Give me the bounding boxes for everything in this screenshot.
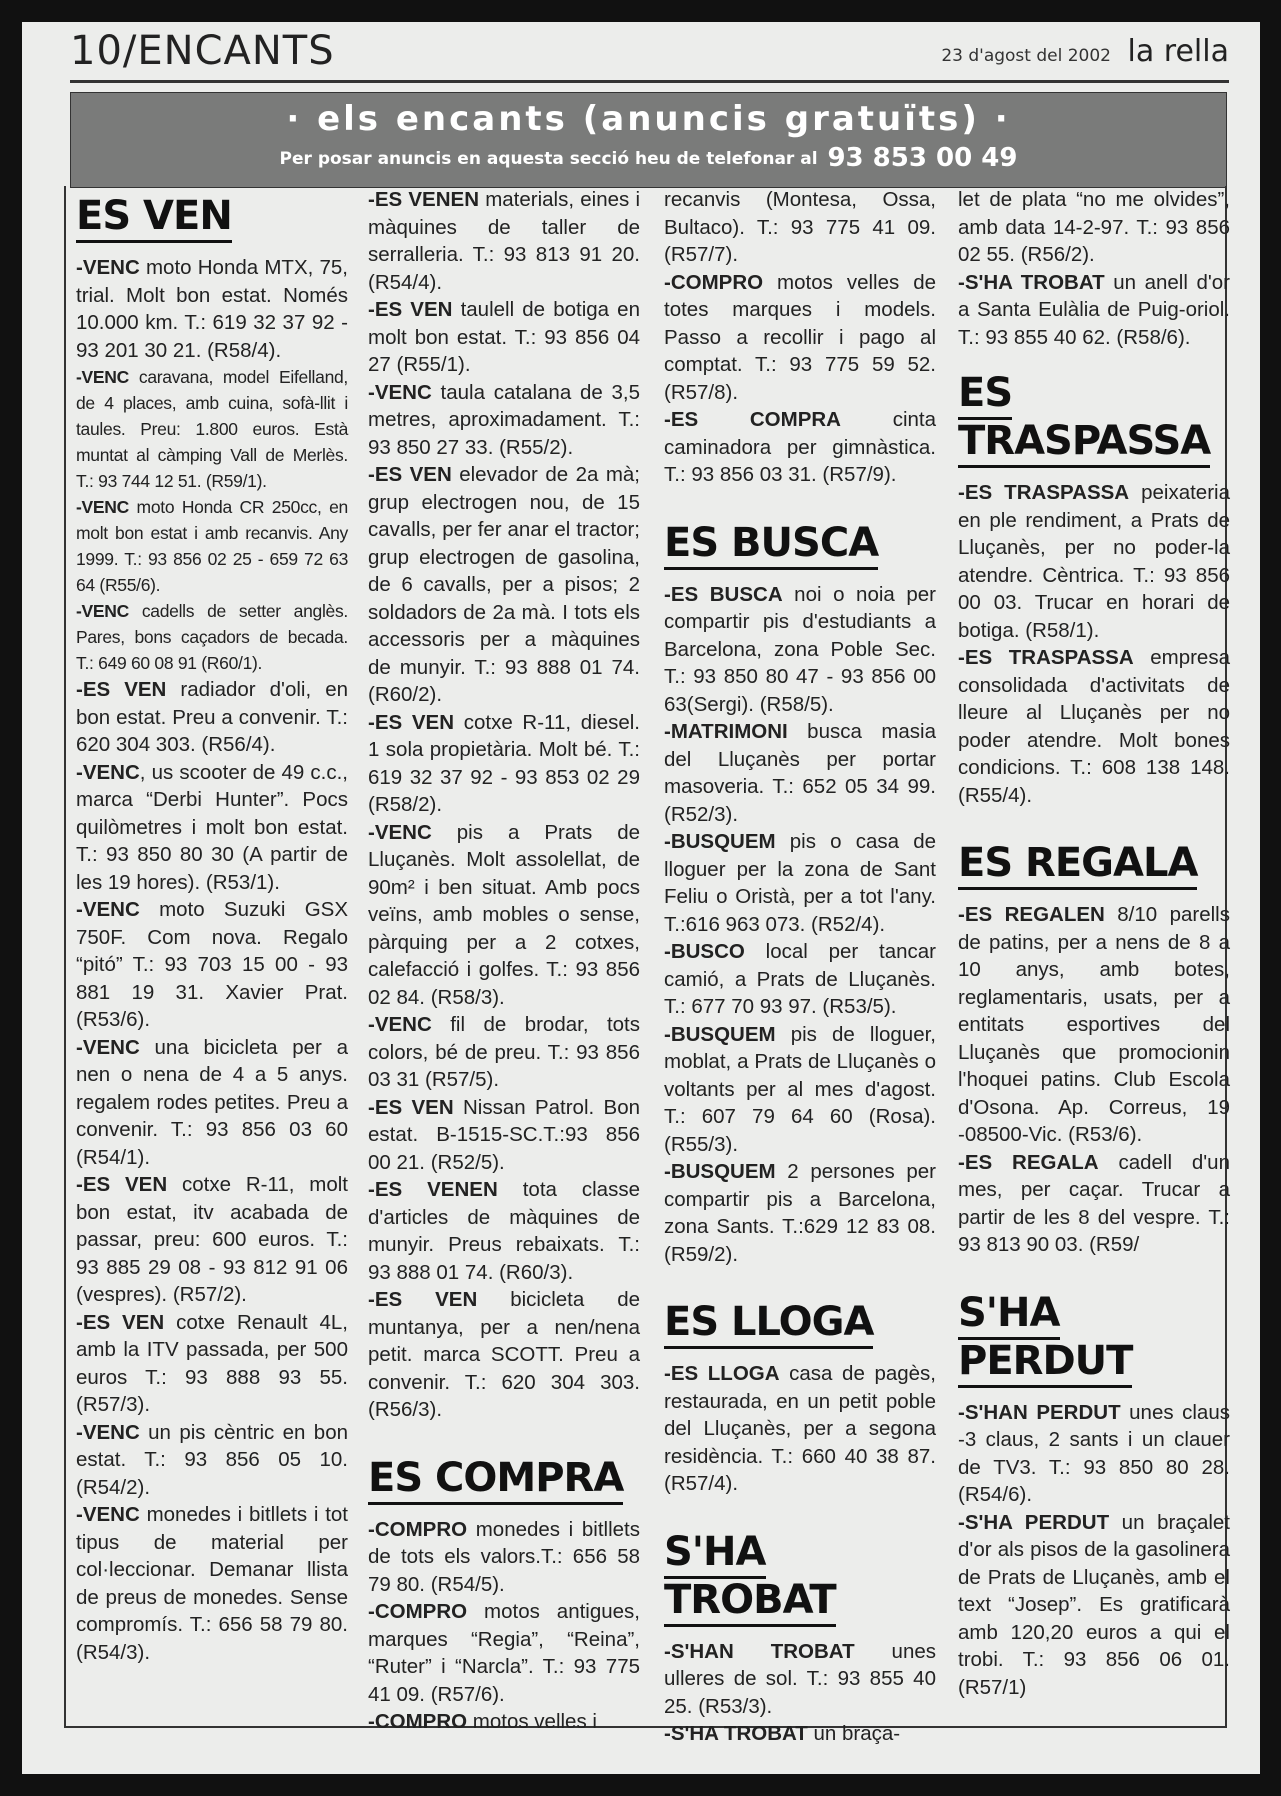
classified-ad	[76, 598, 348, 676]
classified-ad	[368, 1708, 640, 1736]
banner-phone: 93 853 00 49	[827, 143, 1018, 173]
classified-ad	[368, 1516, 640, 1599]
classified-ad	[368, 1176, 640, 1286]
ad-text: moto Honda MTX, 75, trial. Molt bon estat. Només 10.000 km. T.: 619 32 37 92 - 93 201 30 21. (R58/4).	[76, 256, 348, 362]
ad-text: motos velles de totes marques i models. Passo a recollir i pago al comptat. T.: 93 775 59 52. (R57/8).	[664, 270, 936, 404]
classified-ad	[368, 1286, 640, 1424]
classified-ad	[958, 644, 1230, 809]
ad-text: cotxe R-11, diesel. 1 sola propietària. Molt bé. T.: 619 32 37 92 - 93 853 02 29 (R58/2).	[368, 710, 640, 816]
ad-text: peixateria en ple rendiment, a Prats de Lluçanès, per no poder-la atendre. Cèntrica. T.: 93 856 00 03. Trucar en horari de botiga. (R58/1).	[958, 481, 1230, 642]
section-heading-es-ven: ES VEN	[76, 192, 348, 240]
ad-text: taula catalana de 3,5 metres, aproximadament. T.: 93 850 27 33. (R55/2).	[368, 380, 640, 459]
ad-keyword: -ES TRASPASSA	[958, 646, 1134, 669]
page-header	[70, 28, 1229, 83]
ad-text: caravana, model Eifelland, de 4 places, amb cuina, sofà-llit i taules. Preu: 1.800 euros. Està muntat al càmping Vall de Merlès. T.: 93 744 12 51. (R59/1).	[76, 367, 348, 491]
classified-ad	[958, 269, 1230, 352]
classified-ad	[664, 828, 936, 938]
ad-text: pis de lloguer, moblat, a Prats de Lluçanès o voltants per al mes d'agost. T.: 607 79 64 60 (Rosa). (R55/3).	[664, 1022, 936, 1156]
list-es-busca	[664, 581, 936, 1269]
ad-text: un braçalet d'or als pisos de la gasolinera de Prats de Lluçanès, amb el text “Josep”. Es gratificarà amb 120,20 euros a qui el trobi. T.: 93 856 06 01. (R57/1)	[958, 1510, 1230, 1699]
list-es-compra	[368, 1516, 640, 1736]
list-es-lloga	[664, 1360, 936, 1498]
column-3	[664, 186, 936, 1748]
list-sha-trobat-cont	[958, 186, 1230, 351]
ad-text: unes ulleres de sol. T.: 93 855 40 25. (R53/3).	[664, 1639, 936, 1718]
ad-keyword: -ES VEN	[368, 463, 452, 486]
classified-ad	[958, 1509, 1230, 1702]
classified-ad	[76, 254, 348, 364]
classified-ad	[76, 759, 348, 897]
classified-ad	[76, 896, 348, 1034]
ad-text: materials, eines i màquines de taller de serralleria. T.: 93 813 91 20. (R54/4).	[368, 188, 640, 294]
list-es-traspassa	[958, 479, 1230, 809]
classified-ad	[368, 186, 640, 296]
ad-text: Nissan Patrol. Bon estat. B-1515-SC.T.:93 856 00 21. (R52/5).	[368, 1095, 640, 1174]
classified-ad	[76, 1309, 348, 1419]
classified-ad	[664, 1021, 936, 1159]
classified-ad	[368, 296, 640, 379]
ad-text: 8/10 parells de patins, per a nens de 8 a 10 anys, amb botes, reglamentaris, usats, per a entitats esportives del Lluçanès que promocionin l'hoquei patins. Club Escola d'Osona. Ap. Correus, 19 -08500-Vic. (R53/6).	[958, 903, 1230, 1146]
column-4	[958, 186, 1230, 1701]
ad-keyword: -ES VEN	[368, 1095, 454, 1119]
column-1	[76, 192, 348, 1666]
ad-keyword: -S'HAN PERDUT	[958, 1400, 1121, 1424]
ad-text: un anell d'or a Santa Eulàlia de Puig-oriol. T.: 93 855 40 62. (R58/6).	[958, 270, 1230, 349]
ad-keyword: -COMPRO	[368, 1710, 468, 1733]
ad-text: un pis cèntric en bon estat. T.: 93 856 05 10. (R54/2).	[76, 1420, 348, 1499]
ad-text: cotxe Renault 4L, amb la ITV passada, per 500 euros T.: 93 888 93 55. (R57/3).	[76, 1310, 348, 1416]
ad-text: cadell d'un mes, per caçar. Trucar a partir de les 8 del vespre. T.: 93 813 90 03. (R59/	[958, 1150, 1230, 1256]
classified-ad	[664, 1360, 936, 1498]
ad-keyword: -VENC	[76, 1420, 140, 1444]
ad-text: let de plata “no me olvides”, amb data 14-2-97. T.: 93 856 02 55. (R56/2).	[958, 188, 1230, 266]
ad-keyword: -ES LLOGA	[664, 1362, 780, 1385]
ad-text: pis o casa de lloguer per la zona de Sant Feliu o Oristà, per a tot l'any. T.:616 963 073. (R52/4).	[664, 830, 936, 936]
ad-keyword: -S'HA TROBAT	[958, 270, 1105, 294]
list-es-ven-cont	[368, 186, 640, 1424]
ad-keyword: -VENC	[76, 1503, 140, 1526]
ad-keyword: -MATRIMONI	[664, 720, 788, 743]
ad-keyword: -COMPRO	[368, 1600, 468, 1623]
section-heading-sha-trobat: S'HA TROBAT	[664, 1528, 936, 1624]
classified-ad	[958, 479, 1230, 644]
ad-text: local per tancar camió, a Prats de Lluçanès. T.: 677 70 93 97. (R53/5).	[664, 940, 936, 1018]
ad-text: un braça-	[807, 1722, 901, 1745]
classified-ad	[76, 1501, 348, 1666]
ad-text: noi o noia per compartir pis d'estudiants a Barcelona, zona Poble Sec. T.: 93 850 80 47 - 93 856 00 63(Sergi). (R58/5).	[664, 582, 936, 716]
classified-ad	[76, 1034, 348, 1172]
ad-text: una bicicleta per a nen o nena de 4 a 5 anys. regalem rodes petites. Preu a convenir. T.: 93 856 03 60 (R54/1).	[76, 1035, 348, 1169]
classified-ad	[76, 1419, 348, 1502]
classified-ad	[368, 1598, 640, 1708]
ad-text: monedes i bitllets i tot tipus de material per col·leccionar. Demanar llista de preus de monedes. Sense compromís. T.: 656 58 79 80. (R54/3).	[76, 1503, 348, 1664]
ad-keyword: -ES VENEN	[368, 1178, 498, 1201]
ad-text: fil de brodar, tots colors, bé de preu. T.: 93 856 03 31 (R57/5).	[368, 1013, 640, 1091]
ad-keyword: -BUSQUEM	[664, 1022, 776, 1046]
classified-ad	[76, 1171, 348, 1309]
ad-keyword: -ES REGALA	[958, 1150, 1099, 1174]
classified-ad	[368, 461, 640, 709]
ad-keyword: -VENC	[76, 497, 129, 517]
classified-ad	[368, 1011, 640, 1094]
ad-keyword: -VENC	[368, 820, 432, 844]
ad-text: unes claus -3 claus, 2 sants i un clauer de TV3. T.: 93 850 80 28. (R54/6).	[958, 1400, 1230, 1506]
ad-keyword: -VENC	[76, 898, 140, 921]
ad-text: taulell de botiga en molt bon estat. T.: 93 856 04 27 (R55/1).	[368, 298, 640, 376]
ad-text: elevador de 2a mà; grup electrogen nou, de 15 cavalls, per fer anar el tractor; grup electrogen de gasolina, de 6 cavalls, per a pisos; 2 soldadors de 2a mà. I tots els accessoris per a màquines de munyir. T.: 93 888 01 74. (R60/2).	[368, 463, 640, 706]
classified-ad	[664, 1720, 936, 1748]
ad-keyword: -ES VEN	[368, 1288, 478, 1311]
ad-keyword: -BUSCO	[664, 940, 745, 963]
ad-keyword: -S'HAN TROBAT	[664, 1639, 855, 1663]
ad-keyword: -ES COMPRA	[664, 408, 841, 431]
ad-text: casa de pagès, restaurada, en un petit poble del Lluçanès, per a segona residència. T.: 660 40 38 87. (R57/4).	[664, 1362, 937, 1495]
classified-ad	[368, 709, 640, 819]
ad-keyword: -ES VEN	[76, 1173, 168, 1196]
classified-ad	[368, 379, 640, 462]
classified-ad	[958, 1399, 1230, 1509]
classified-ad	[664, 718, 936, 828]
publication-name: la rella	[1127, 34, 1229, 69]
ad-keyword: -ES VEN	[76, 1310, 165, 1334]
classified-ad	[368, 819, 640, 1012]
classified-ad	[664, 1158, 936, 1268]
ad-keyword: -VENC	[76, 760, 140, 784]
classified-ad	[664, 938, 936, 1021]
ad-keyword: -ES TRASPASSA	[958, 481, 1130, 504]
classified-ad	[958, 901, 1230, 1149]
ad-text: cadells de setter anglès. Pares, bons caçadors de becada. T.: 649 60 08 91 (R60/1).	[76, 601, 348, 673]
ad-keyword: -ES REGALEN	[958, 903, 1105, 926]
ad-keyword: -ES BUSCA	[664, 582, 783, 606]
ad-text: tota classe d'articles de màquines de munyir. Preus rebaixats. T.: 93 888 01 74. (R60/3).	[368, 1178, 640, 1284]
ad-text: cotxe R-11, molt bon estat, itv acabada de passar, preu: 600 euros. T.: 93 885 29 08 - 93 812 91 06 (vespres). (R57/2).	[76, 1173, 349, 1306]
section-heading-es-compra: ES COMPRA	[368, 1454, 640, 1502]
ad-keyword: -S'HA TROBAT	[664, 1722, 808, 1745]
ad-keyword: -COMPRO	[664, 270, 764, 294]
classifieds-grid	[64, 186, 1230, 1745]
ad-text: cinta caminadora per gimnàstica. T.: 93 856 03 31. (R57/9).	[664, 408, 937, 486]
ad-keyword: -COMPRO	[368, 1517, 468, 1541]
ad-keyword: -ES VEN	[368, 298, 453, 321]
classified-ad	[368, 1094, 640, 1177]
ad-keyword: -VENC	[368, 1013, 432, 1036]
ad-keyword: -S'HA PERDUT	[958, 1510, 1110, 1534]
ad-text: motos antigues, marques “Regia”, “Reina”, “Ruter” i “Narcla”. T.: 93 775 41 09. (R57/6).	[368, 1600, 640, 1706]
classified-ad	[664, 1638, 936, 1721]
classified-ad	[958, 1149, 1230, 1259]
classified-ad	[664, 406, 936, 489]
section-heading-es-regala: ES REGALA	[958, 839, 1230, 887]
section-banner	[70, 92, 1227, 188]
ad-keyword: -ES VEN	[368, 710, 455, 734]
ad-text: empresa consolidada d'activitats de lleure al Lluçanès per no poder atendre. Molt bones condicions. T.: 608 138 148. (R55/4).	[958, 646, 1230, 807]
section-heading-es-lloga: ES LLOGA	[664, 1298, 936, 1346]
section-heading-es-traspassa: ES TRASPASSA	[958, 369, 1230, 465]
ad-keyword: -BUSQUEM	[664, 830, 776, 853]
list-sha-perdut	[958, 1399, 1230, 1702]
list-es-regala	[958, 901, 1230, 1259]
ad-text: pis a Prats de Lluçanès. Molt assolellat, de 90m² i ben situat. Amb pocs veïns, amb mobles o sense, pàrquing per a 2 cotxes, calefacció i golfes. T.: 93 856 02 84. (R58/3).	[368, 820, 640, 1009]
ad-text: radiador d'oli, en bon estat. Preu a convenir. T.: 620 304 303. (R56/4).	[76, 678, 348, 756]
list-es-compra-cont	[664, 186, 936, 489]
ad-keyword: -VENC	[76, 1035, 140, 1059]
section-heading-sha-perdut: S'HA PERDUT	[958, 1289, 1230, 1385]
ad-keyword: -VENC	[76, 601, 129, 621]
classified-ad	[664, 186, 936, 269]
ad-keyword: -VENC	[368, 380, 432, 404]
ad-text: motos velles i	[467, 1710, 597, 1733]
ad-text: monedes i bitllets de tots els valors.T.: 656 58 79 80. (R54/5).	[368, 1517, 640, 1596]
ad-keyword: -BUSQUEM	[664, 1160, 776, 1183]
column-2	[368, 186, 640, 1736]
banner-title: · els encants (anuncis gratuïts) ·	[286, 99, 1011, 139]
ad-text: recanvis (Montesa, Ossa, Bultaco). T.: 93 775 41 09.(R57/7).	[664, 188, 936, 266]
classified-ad	[76, 676, 348, 759]
classified-ad	[958, 186, 1230, 269]
ad-keyword: -ES VEN	[76, 678, 167, 701]
ad-text: moto Suzuki GSX 750F. Com nova. Regalo “pitó” T.: 93 703 15 00 - 93 881 19 31. Xavier Prat. (R53/6).	[76, 898, 348, 1031]
list-sha-trobat	[664, 1638, 936, 1748]
classified-ad	[76, 494, 348, 598]
ad-keyword: -ES VENEN	[368, 188, 479, 211]
ad-text: moto Honda CR 250cc, en molt bon estat i amb recanvis. Any 1999. T.: 93 856 02 25 - 659 72 63 64 (R55/6).	[76, 497, 348, 595]
list-es-ven	[76, 254, 348, 1666]
issue-date: 23 d'agost del 2002	[941, 46, 1111, 66]
ad-text: 2 persones per compartir pis a Barcelona, zona Sants. T.:629 12 83 08. (R59/2).	[664, 1160, 936, 1266]
classified-ad	[76, 364, 348, 494]
ad-keyword: -VENC	[76, 367, 129, 387]
ad-text: , us scooter de 49 c.c., marca “Derbi Hunter”. Pocs quilòmetres i molt bon estat. T.: 93 850 80 30 (A partir de les 19 hores). (R53/1).	[76, 760, 348, 894]
classified-ad	[664, 581, 936, 719]
section-heading-es-busca: ES BUSCA	[664, 519, 936, 567]
ad-text: busca masia del Lluçanès per portar masoveria. T.: 652 05 34 99. (R52/3).	[664, 720, 936, 826]
ad-keyword: -VENC	[76, 256, 140, 279]
banner-instructions: Per posar anuncis en aquesta secció heu de telefonar al	[279, 149, 818, 169]
classified-ad	[664, 269, 936, 407]
banner-subtitle	[71, 143, 1226, 173]
page-number: 10/ENCANTS	[70, 28, 335, 74]
ad-text: bicicleta de muntanya, per a nen/nena petit. marca SCOTT. Preu a convenir. T.: 620 304 303. (R56/3).	[368, 1288, 640, 1421]
